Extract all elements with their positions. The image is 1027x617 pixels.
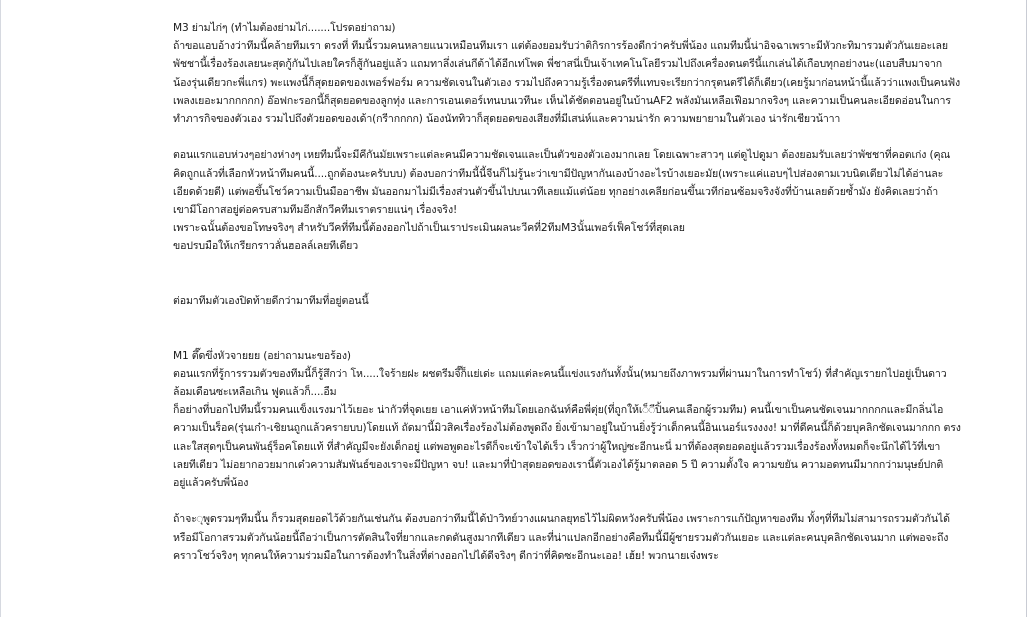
post-text-line: พัชชานี้เรื่องร้องเลยนะสุดกู้กันไปเลยใครก็สู้กันอยู่แล้ว แถมทาลึ่งเล่นกีต้าได้อีกเท่โพด พี่ชาสนี่เป็นเจ้าเทคโนโลยีรวมไปถึงเครื่องดนตรีนี้แกเล่นได้เกือบทุกอย่างนะ(แอบสืบมาจาก xyxy=(173,58,942,71)
post-text-line: ถ้าขอแอบอ้างว่าทีมนี้คล้ายทีมเรา ตรงที่ ทีมนี้รวมคนหลายแนวเหมือนทีมเรา แต่ต้องยอมรับว่าติกิรการร้องดีกว่าครับพี่น้อง แถมทีมนี้น่าอิจฉาเพราะมีหัวกะทิมารวมตัวกันเยอะเลย xyxy=(173,40,948,53)
post-text-line: คิดถูกแล้วที่เลือกหัวหน้าทีมคนนี้....ถูกต้องนะครับบบ) ต้องบอกว่าทีมนี้นี้จีนก็ไม่รู้นะว่าเขามีปัญหากันเองบ้างอะไรบ้างเยอะมัย(เพราะแค่แอบๆไปส่องตามเวบนิดเดียวไม่ได้อ่านละ xyxy=(173,167,944,180)
team-m3-heading: M3 ย่ามไก่ๆ (ทำไมต้องย่ามไก่.......โปรดอย่าถาม) xyxy=(173,22,396,34)
post-text-line: และใสสุดๆเป็นคนพันธุ์ร็อคโดยแท้ ที่สำคัญมีจะยังเด็กอยู่ แต่พอพูดอะไรดีก็จะเข้าใจได้เร็ว เร็วกว่าผู้ใหญ่ซะอีกนะนี่ มาที่ต้องสุดยอดอยู่แล้วรวมเรื่องร้องทั้งหมดก็จะนึกได้ไว้ที่เขา xyxy=(173,440,941,453)
post-text-line: ตอนแรกแอบห่วงๆอย่างห่างๆ เหยทีมนี้จะมีคีกันมัยเพราะแต่ละคนมีความชัดเจนและเป็นตัวของตัวเองมากเลย โดยเฉพาะสาวๆ แต่ดูไปดูมา ต้องยอมรับเลยว่าพัชชาที่คอตเก่ง (คุณ xyxy=(173,149,951,162)
post-text-line: ถ้าจะ◌ุพูดรวมๆทีมนี้น ก็รวมสุดยอดไว้ด้วยกันเช่นกัน ต้องบอกว่าทีมนี้ได้ป่าวิทย์วางแผนกลยุทธไว้ไม่ผิดหวังครับพี่น้อง เพราะการแก้ปัญหาของทีม ทั้งๆที่ทีมไม่สามารถรวมตัวกันได้ xyxy=(173,513,950,526)
post-text-line: ก็อย่างที่บอกไปทีมนี้รวมคนแข็งแรงมาไว้เยอะ น่ากัวที่จุดเยย เอาแค่หัวหน้าทีมโดยเอกฉันท์คือพี่ตุ่ย(ที่ถูกให้เ◌็◌ีปิ้นคนเลือกผู้รวมทีม) คนนี้เขาเป็นคนชัดเจนมากกกกและมีกลิ่นไอ xyxy=(173,404,944,417)
post-text-line: อยู่แล้วครับพี่น้อง xyxy=(173,477,249,490)
post-text-line: คราวโชว์จริงๆ ทุกคนให้ความร่วมมือในการต้องทำในสิ่งที่ต่างออกไปได้ดีจริงๆ ดีกว่าที่คิดซะอีกนะเออ! เฮ้ย! พวกนายเจ๋งพระ xyxy=(173,549,719,562)
post-text-line: เพลงเยอะมากกกกก) อ๊อฟกะรอกนี้ก็สุดยอดของลูกทุ่ง และการเอนเตอร์เทนบนเวทีนะ เห็นได้ชัดตอนอยู่ในบ้านAF2 พลังมันเหลือเฟือมากจริงๆ และความเป็นคนละเอียดอ่อนในการ xyxy=(173,94,951,107)
post-text-line: เอียดด้วยดี) แต่พอขึ้นโชว์ความเป็นมืออาชีพ มันออกมาไม่มีเรื่องส่วนตัวขึ้นไปบนเวทีเลยแม้แต่น้อย ทุกอย่างเคลียก่อนขึ้นเวทีก่อนซ้อมจริงจังที่บ้านเลยด้วยซ้ำมัง ยังคิดเลยว่าถ้า xyxy=(173,185,939,198)
post-text-line: ล้อมเดือนซะเหลือเกิน ฟูดแล้วก็....อืม xyxy=(173,386,337,399)
post-text-line: หรือมีโอกาสรวมตัวกันน้อยนี้ถือว่าเป็นการตัดสินใจที่ยากและกดดันสูงมากทีเดียว และที่น่าแปลกอีกอย่างคือทีมนี้มีผู้ชายรวมตัวกันเยอะ และแต่ละคนบุคลิกชัดเจนมาก แต่พอจะถึง xyxy=(173,531,949,544)
transition-line: ต่อมาทีมตัวเองปิดท้ายดีกว่ามาทีมที่อยู่ตอนนี้ xyxy=(173,295,369,308)
post-text-line: ความเป็นร็อค(รุ่นเก๋า-เชิยนถูกแล้วครายบบ)โดยแท้ ถัดมานี้มิวสิคเรื่องร้องไม่ต้องพูดถึง ยิ่งเข้ามาอยู่ในบ้านยิ่งรู้ว่าเด็กคนนี้อินเนอร์แรงงงง! มาที่ดีคนนี้ก็ด้วยบุคลิกชัดเจนมากกก ตรง xyxy=(173,422,961,435)
post-body xyxy=(173,19,1019,565)
post-text-line: ตอนแรกที่รู้การรวมตัวของทีมนี้ก็รู้สึกว่า โห.....ใจร้ายฝะ ผชตรีมจึ๊ก็แย่เด่ะ แถมแต่ละคนนี้แข่งแรงกันทั้งนั้น(หมายถึงภาพรวมที่ผ่านมาในการทำโชว์) ที่สำคัญเรายกไปอยู่เป็นดาว xyxy=(173,367,947,380)
paragraph-gap xyxy=(173,256,1019,292)
paragraph-gap xyxy=(173,492,1019,510)
post-text-line: เขามีโอกาสอยู่ต่อครบสามทีมอีกสักวีคทีมเราตรายแน่ๆ เรื่องจริง! xyxy=(173,204,458,217)
post-text-line: เพราะฉนั้นต้องขอโทษจริงๆ สำหรับวีคที่ทีมนี้ต้องออกไปถ้าเป็นเราประเมินผลนะวีคที่2ทีมM3นั้นเพอร์เฟ็คโชว์ที่สุดเลย xyxy=(173,222,685,235)
paragraph-gap xyxy=(173,128,1019,146)
post-text-line: น้องรุ่นเดียวกะพี่แกร) พะแพงนี้ก็สุดยอดของเพอร์ฟอร์ม ความชัดเจนในตัวเอง รวมไปถึงความรู้เรื่องดนตรีที่แทบจะเรียกว่ากรุตนตรีได้ก็เดียว(เคยรู้มาก่อนหน้านี้แล้วว่าแพงเป็นคนฟัง xyxy=(173,76,961,89)
paragraph-gap xyxy=(173,310,1019,346)
post-text-line: เลยทีเดียว ไม่อยากอวยมากเด๋วความสัมพันธ์ของเราจะมีปัญหา จบ! และมาที่ป๋าสุดยอดของเรานี้ตัวเองได้รู้มาตลอด 5 ปี ความตั้งใจ ความขยัน ความอดทนมีมากกว่ามนุษย์ปกติ xyxy=(173,458,944,471)
team-m1-heading: M1 ตึ๊ดขึ่งหัวจายยย (อย่าถามนะขอร้อง) xyxy=(173,349,351,362)
post-text-line: ขอปรบมือให้เกรียกราวลั่นฮอลล์เลยทีเดียว xyxy=(173,240,359,253)
post-text-line: ทำภารกิจของตัวเอง รวมไปถึงตัวยอดของเด้า(กรีากกกก) น้องนัททิวาก็สุดยอดของเสียงที่มีเสน่ห์และความน่ารัก ความพยายามในตัวเอง น่ารักเชียวน้าาา xyxy=(173,113,841,126)
